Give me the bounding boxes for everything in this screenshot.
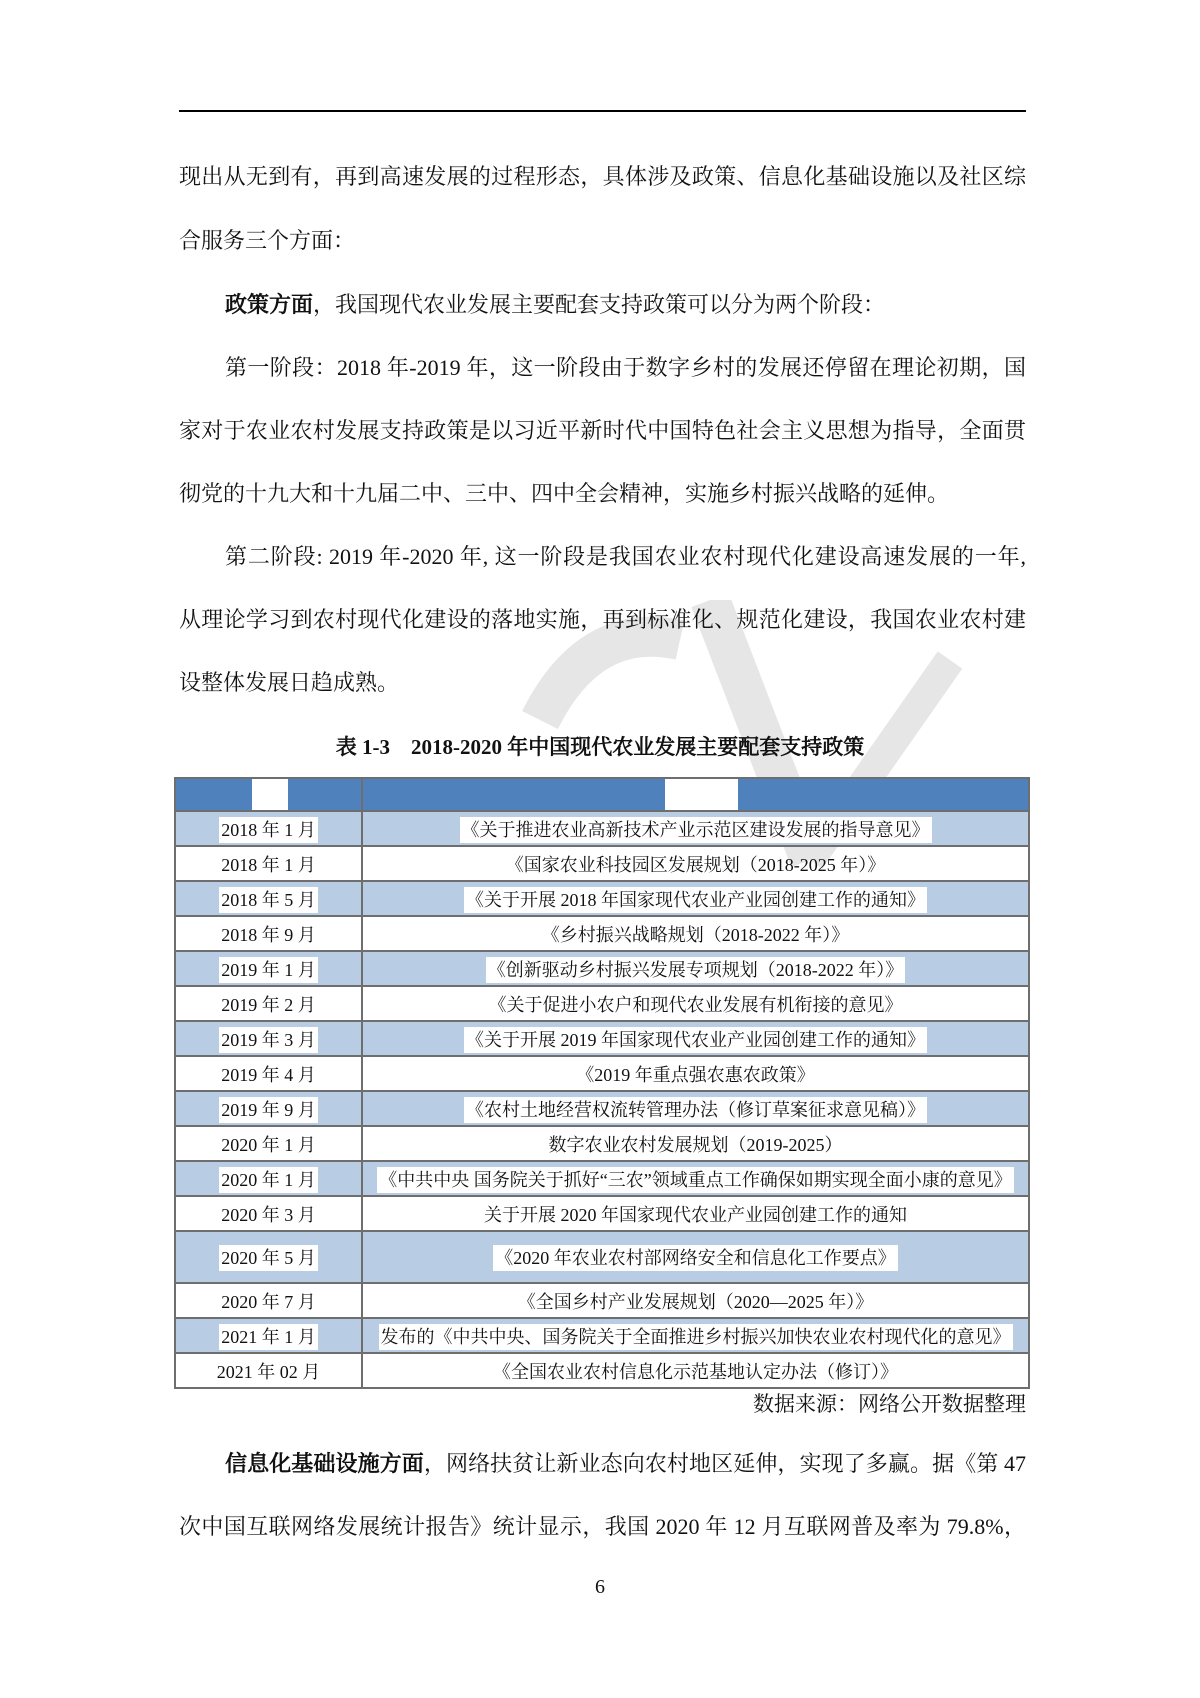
body-line: 彻党的十九大和十九届二中、三中、四中全会精神，实施乡村振兴战略的延伸。 bbox=[179, 481, 950, 506]
date-cell bbox=[175, 1231, 362, 1283]
body-line: 合服务三个方面： bbox=[179, 228, 356, 253]
table-row bbox=[175, 1091, 1029, 1126]
policy-text: 《中共中央 国务院关于抓好“三农”领域重点工作确保如期实现全面小康的意见》 bbox=[377, 1167, 1013, 1193]
table-row bbox=[175, 1318, 1029, 1353]
header-cell bbox=[175, 778, 362, 811]
date-cell bbox=[175, 846, 362, 881]
bold-heading: 政策方面 bbox=[225, 292, 314, 317]
policy-text: 关于开展 2020 年国家现代农业产业园创建工作的通知 bbox=[484, 1204, 907, 1225]
body-line bbox=[225, 290, 1026, 320]
policy-text: 《农村土地经营权流转管理办法（修订草案征求意见稿）》 bbox=[464, 1097, 927, 1123]
policy-cell bbox=[362, 1126, 1029, 1161]
policy-text: 《关于促进小农户和现代农业发展有机衔接的意见》 bbox=[488, 994, 903, 1015]
date-cell bbox=[175, 881, 362, 916]
date-text: 2019 年 3 月 bbox=[219, 1027, 318, 1053]
date-text: 2020 年 7 月 bbox=[221, 1291, 316, 1312]
body-line: 次中国互联网络发展统计报告》统计显示，我国 2020 年 12 月互联网普及率为 79.8%， bbox=[179, 1514, 1026, 1539]
date-text: 2018 年 9 月 bbox=[221, 924, 316, 945]
policy-text: 数字农业农村发展规划（2019-2025） bbox=[548, 1134, 843, 1155]
body-text: ，网络扶贫让新业态向农村地区延伸，实现了多赢。据《第 47 bbox=[423, 1451, 1026, 1476]
date-cell bbox=[175, 1126, 362, 1161]
policy-text: 《国家农业科技园区发展规划（2018-2025 年）》 bbox=[505, 854, 886, 875]
body-text: ，我国现代农业发展主要配套支持政策可以分为两个阶段： bbox=[313, 292, 886, 317]
date-text: 2019 年 1 月 bbox=[219, 957, 318, 983]
policy-text: 发布的《中共中央、国务院关于全面推进乡村振兴加快农业农村现代化的意见》 bbox=[379, 1324, 1013, 1350]
body-line: 家对于农业农村发展支持政策是以习近平新时代中国特色社会主义思想为指导，全面贯 bbox=[179, 418, 1026, 443]
date-cell bbox=[175, 811, 362, 846]
date-text: 2021 年 02 月 bbox=[216, 1361, 321, 1382]
date-cell bbox=[175, 1318, 362, 1353]
date-text: 2020 年 3 月 bbox=[221, 1204, 316, 1225]
policy-cell bbox=[362, 986, 1029, 1021]
table-row bbox=[175, 846, 1029, 881]
policy-cell bbox=[362, 916, 1029, 951]
header-cell bbox=[362, 778, 1029, 811]
page-number: 6 bbox=[595, 1576, 605, 1598]
date-text: 2019 年 4 月 bbox=[221, 1064, 316, 1085]
table-row bbox=[175, 1196, 1029, 1231]
date-text: 2020 年 1 月 bbox=[221, 1134, 316, 1155]
date-text: 2020 年 1 月 bbox=[219, 1167, 318, 1193]
date-cell bbox=[175, 1283, 362, 1318]
policy-cell bbox=[362, 1091, 1029, 1126]
table-row bbox=[175, 1126, 1029, 1161]
policy-text: 《关于推进农业高新技术产业示范区建设发展的指导意见》 bbox=[460, 817, 932, 843]
policy-text: 《2019 年重点强农惠农政策》 bbox=[576, 1064, 815, 1085]
policy-cell bbox=[362, 811, 1029, 846]
policy-text: 《创新驱动乡村振兴发展专项规划（2018-2022 年）》 bbox=[486, 957, 906, 983]
table-row bbox=[175, 811, 1029, 846]
policy-text: 《关于开展 2019 年国家现代农业产业园创建工作的通知》 bbox=[464, 1027, 927, 1053]
date-text: 2019 年 2 月 bbox=[221, 994, 316, 1015]
body-line bbox=[225, 1449, 1026, 1479]
body-line: 从理论学习到农村现代化建设的落地实施，再到标准化、规范化建设，我国农业农村建 bbox=[179, 607, 1026, 632]
body-line: 第二阶段: 2019 年-2020 年, 这一阶段是我国农业农村现代化建设高速发展的一年, bbox=[225, 544, 1026, 569]
header-rule bbox=[179, 110, 1026, 112]
table-row bbox=[175, 951, 1029, 986]
date-text: 2018 年 5 月 bbox=[219, 887, 318, 913]
body-line: 现出从无到有，再到高速发展的过程形态，具体涉及政策、信息化基础设施以及社区综 bbox=[179, 164, 1026, 189]
table-row bbox=[175, 1231, 1029, 1283]
date-cell bbox=[175, 1091, 362, 1126]
date-text: 2019 年 9 月 bbox=[219, 1097, 318, 1123]
date-cell bbox=[175, 1161, 362, 1196]
policy-cell bbox=[362, 1353, 1029, 1388]
table-row bbox=[175, 1021, 1029, 1056]
date-cell bbox=[175, 986, 362, 1021]
policy-cell bbox=[362, 951, 1029, 986]
policy-text: 《全国农业农村信息化示范基地认定办法（修订）》 bbox=[493, 1361, 898, 1382]
date-cell bbox=[175, 1021, 362, 1056]
policy-text: 《2020 年农业农村部网络安全和信息化工作要点》 bbox=[493, 1245, 898, 1271]
data-source: 数据来源：网络公开数据整理 bbox=[753, 1392, 1026, 1416]
policy-text: 《乡村振兴战略规划（2018-2022 年）》 bbox=[541, 924, 850, 945]
date-cell bbox=[175, 1353, 362, 1388]
body-line: 设整体发展日趋成熟。 bbox=[179, 670, 400, 695]
table-row bbox=[175, 1353, 1029, 1388]
policy-cell bbox=[362, 1161, 1029, 1196]
policy-cell bbox=[362, 1283, 1029, 1318]
policy-cell bbox=[362, 1318, 1029, 1353]
date-cell bbox=[175, 1056, 362, 1091]
date-cell bbox=[175, 951, 362, 986]
table-row bbox=[175, 1161, 1029, 1196]
date-cell bbox=[175, 916, 362, 951]
policy-text: 《关于开展 2018 年国家现代农业产业园创建工作的通知》 bbox=[464, 887, 927, 913]
policy-table bbox=[174, 777, 1030, 1389]
policy-cell bbox=[362, 1021, 1029, 1056]
policy-cell bbox=[362, 1231, 1029, 1283]
table-row bbox=[175, 986, 1029, 1021]
policy-cell bbox=[362, 1056, 1029, 1091]
table-row bbox=[175, 1056, 1029, 1091]
table-header-row bbox=[175, 778, 1029, 811]
policy-cell bbox=[362, 881, 1029, 916]
date-text: 2018 年 1 月 bbox=[219, 817, 318, 843]
table-row bbox=[175, 1283, 1029, 1318]
policy-cell bbox=[362, 846, 1029, 881]
policy-cell bbox=[362, 1196, 1029, 1231]
date-text: 2021 年 1 月 bbox=[219, 1324, 318, 1350]
body-line: 第一阶段：2018 年-2019 年，这一阶段由于数字乡村的发展还停留在理论初期，国 bbox=[225, 355, 1026, 380]
policy-text: 《全国乡村产业发展规划（2020—2025 年）》 bbox=[517, 1291, 874, 1312]
table-row bbox=[175, 881, 1029, 916]
date-text: 2020 年 5 月 bbox=[219, 1245, 318, 1271]
bold-heading: 信息化基础设施方面 bbox=[225, 1451, 424, 1476]
table-row bbox=[175, 916, 1029, 951]
date-text: 2018 年 1 月 bbox=[221, 854, 316, 875]
date-cell bbox=[175, 1196, 362, 1231]
table-caption: 表 1-3 2018-2020 年中国现代农业发展主要配套支持政策 bbox=[335, 735, 865, 759]
